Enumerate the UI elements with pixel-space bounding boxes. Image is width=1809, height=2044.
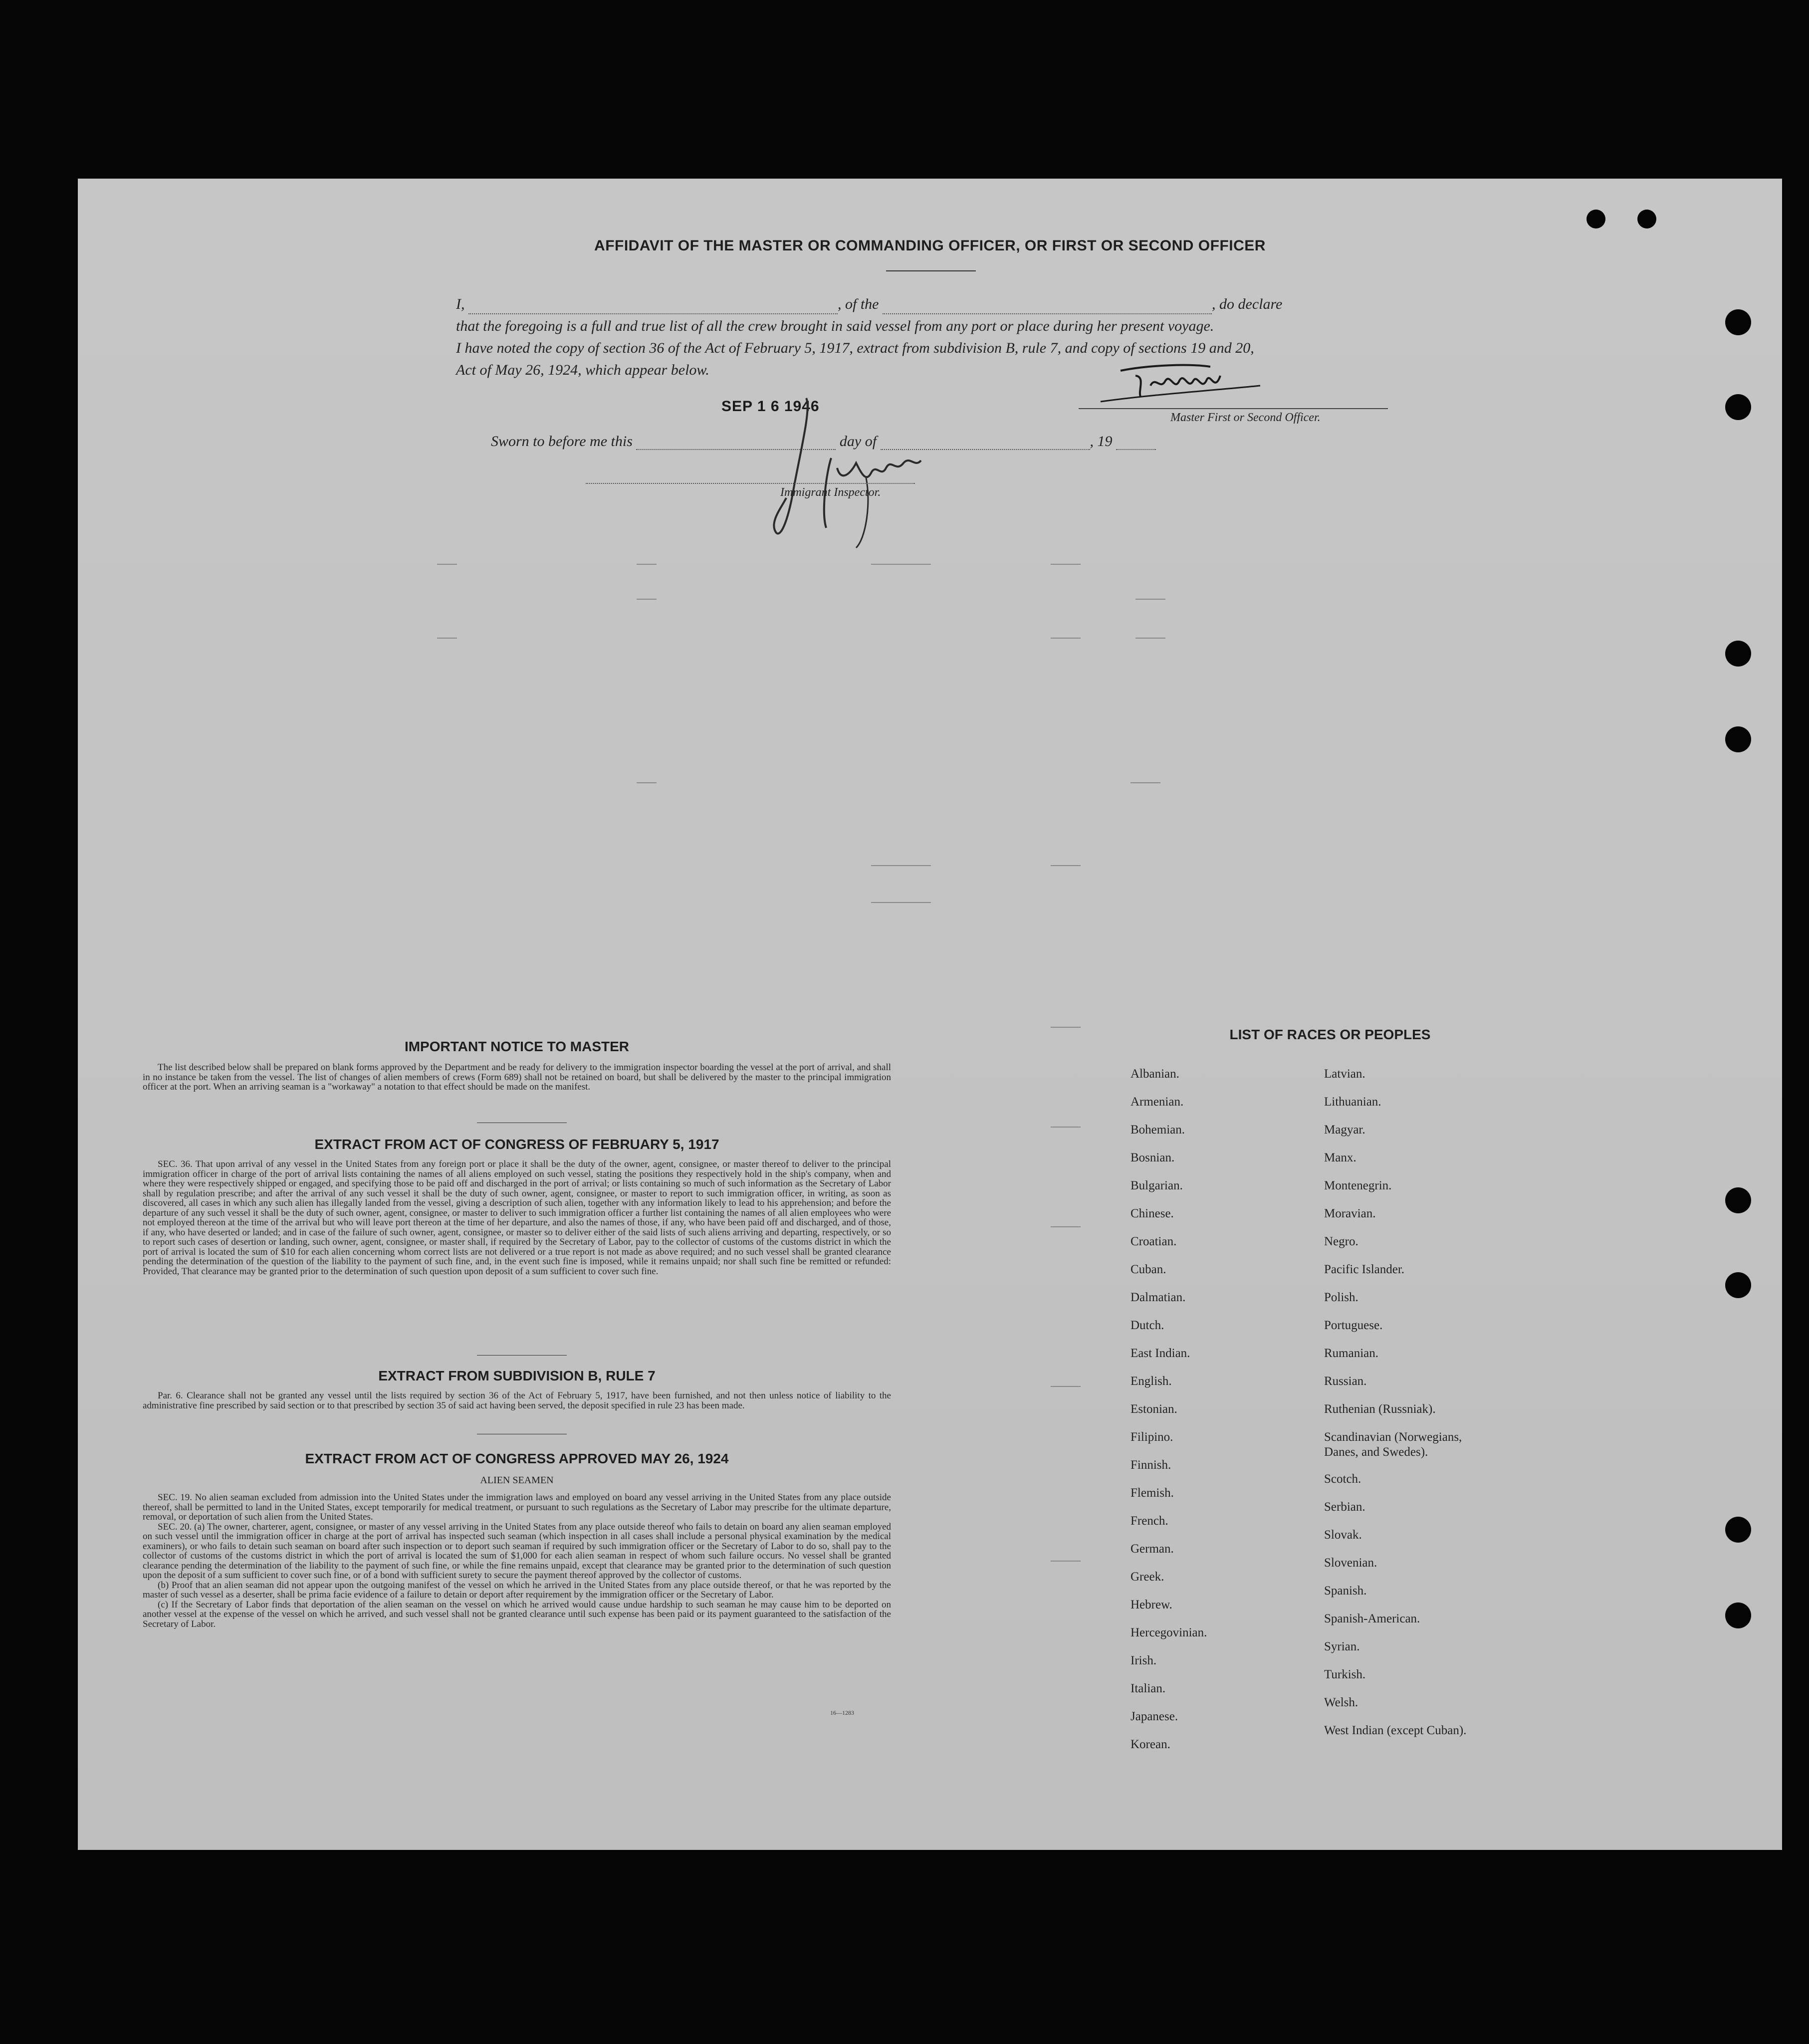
race-item: Estonian. [1131,1402,1177,1416]
races-title: LIST OF RACES OR PEOPLES [1229,1027,1431,1042]
punch-hole [1725,641,1751,667]
punch-hole [1725,309,1751,335]
affidavit-line-3: I have noted the copy of section 36 of the Act of February 5, 1917, extract from subdivision B, rule 7, and copy of sections 19 and 20, [456,340,1254,356]
punch-hole [1725,394,1751,420]
punch-hole [1725,1272,1751,1298]
race-item: Cuban. [1131,1263,1166,1276]
race-item: Manx. [1324,1151,1357,1164]
sworn-label: Sworn to before me this [491,433,633,450]
race-item: Lithuanian. [1324,1095,1381,1109]
vessel-blank [883,300,1212,314]
punch-hole [1637,210,1656,228]
extract-1924-title: EXTRACT FROM ACT OF CONGRESS APPROVED MAY 26, 1924 [305,1451,729,1466]
ghost-mark [1051,1226,1081,1227]
inspector-caption: Immigrant Inspector. [780,486,881,499]
race-item: Bulgarian. [1131,1179,1183,1192]
race-item: Bohemian. [1131,1123,1185,1136]
race-item: Russian. [1324,1374,1367,1388]
rule7-title: EXTRACT FROM SUBDIVISION B, RULE 7 [378,1368,656,1383]
ghost-mark [437,638,457,639]
punch-hole [1725,1602,1751,1628]
punch-hole [1725,726,1751,752]
day-of-label: day of [839,433,877,450]
ghost-mark [1051,865,1081,866]
race-item: Negro. [1324,1235,1358,1248]
affidavit-line-4: Act of May 26, 1924, which appear below. [456,362,709,378]
ghost-mark [1135,638,1165,639]
inspector-signature [706,388,966,553]
form-number: 16—1283 [830,1709,854,1716]
extract-1917-paragraph: SEC. 36. That upon arrival of any vessel in the United States from any foreign port or place it shall be the duty of the owner, agent, consignee, or master thereof to deliver to the principal immigration officer in charge of the port of arrival lists containing the names of all aliens employed on such vessel, stating the positions they respectively hold in the ship's company, when and where they were respectively shipped or engaged, and specifying those to be paid off and discharged in the port of arrival; or lists containing so much of such information as the Secretary of Labor shall by regulation prescribe; and after the arrival of any such vessel it shall be the duty of such owner, agent, consignee, or master to report to such immigration officer, in writing, as soon as discovered, all cases in which any such alien has illegally landed from the vessel, giving a description of such alien, together with any information likely to lead to his apprehension; and before the departure of any such vessel it shall be the duty of such owner, agent, consignee, or master to deliver to such immigration officer a further list containing the names of all alien employees who were not employed thereon at the time of the arrival but who will leave port thereon at the time of her departure, and also the names of those, if any, who have been paid off and discharged, and of those, if any, who have deserted or landed; and in case of the failure of such owner, agent, consignee, or master so to deliver either of the said lists of such aliens arriving and departing, respectively, or so to report such cases of desertion or landing, such owner, agent, consignee, or master shall, if required by the Secretary of Labor, pay to the collector of customs of the customs district in which the port of arrival is located the sum of $10 for each alien concerning whom correct lists are not delivered or a true report is not made as above required; and no such vessel shall be granted clearance pending the determination of the question of the liability to the payment of such fine, and, in the event such fine is imposed, while it remains unpaid; nor shall such fine be remitted or refunded: Provided, That clearance may be granted prior to the determination of such question upon deposit of a sum sufficient to cover such fine. [143,1159,891,1277]
race-item: Japanese. [1131,1710,1178,1723]
race-item: Flemish. [1131,1486,1174,1500]
race-item: Bosnian. [1131,1151,1175,1164]
ghost-mark [637,599,657,600]
race-item: Magyar. [1324,1123,1365,1136]
race-item: Finnish. [1131,1458,1171,1472]
punch-hole [1725,1187,1751,1213]
rule7-paragraph: Par. 6. Clearance shall not be granted any vessel until the lists required by section 36 of the Act of February 5, 1917, have been furnished, and not then unless notice of liability to the administrative fine prescribed by said section or to that prescribed by section 35 of said act having been served, the deposit specified in rule 23 has been made. [143,1390,891,1411]
race-item: Dutch. [1131,1319,1164,1332]
year-label: , 19 [1090,433,1113,450]
race-item: Welsh. [1324,1696,1358,1709]
master-signature-line [1079,408,1388,409]
race-item: Slovak. [1324,1528,1362,1542]
race-item: West Indian (except Cuban). [1324,1724,1467,1737]
race-item: Greek. [1131,1570,1164,1584]
race-item: Scotch. [1324,1472,1361,1486]
race-item: Serbian. [1324,1500,1365,1514]
sec-20a-paragraph: SEC. 20. (a) The owner, charterer, agent, consignee, or master of any vessel arriving in the United States from any place outside thereof who fails to detain on board any alien seaman employed on such vessel until the immigration officer in charge at the port of arrival has inspected such seaman (which inspection in all cases shall include a personal physical examination by the medical examiners), or who fails to detain such seaman on board after such inspection or to deport such seaman if required by such immigration officer or the Secretary of Labor to do so, shall pay to the collector of customs of the customs district in which the port of arrival is located the sum of $1,000 for each alien seaman in respect of whom such failure occurs. No vessel shall be granted clearance pending the determination of the liability to the payment of such fine, or while the fine remains unpaid, except that clearance may be granted prior to the determination of such question upon the deposit of a sum sufficient to cover such fine, or of a bond with sufficient surety to secure the payment thereof approved by the collector of customs. [143,1521,891,1581]
master-caption: Master First or Second Officer. [1170,411,1321,424]
race-item: Polish. [1324,1291,1358,1304]
ghost-mark [637,782,657,783]
affidavit-title: AFFIDAVIT OF THE MASTER OR COMMANDING OFFICER, OR FIRST OR SECOND OFFICER [594,237,1266,254]
race-item: English. [1131,1374,1172,1388]
title-divider [886,270,976,271]
inspector-signature-line [586,483,915,484]
race-item: Rumanian. [1324,1347,1379,1360]
ghost-mark [1051,638,1081,639]
race-item: Korean. [1131,1738,1170,1751]
punch-hole [1586,210,1605,228]
race-item: Montenegrin. [1324,1179,1392,1192]
race-item: Syrian. [1324,1640,1360,1653]
races-right-column [1324,1067,1583,1751]
race-item: German. [1131,1542,1174,1556]
race-item: Italian. [1131,1682,1166,1695]
race-item: Albanian. [1131,1067,1179,1081]
ghost-mark [637,564,657,565]
affidavit-of-the: , of the [838,296,879,312]
ghost-mark [1051,564,1081,565]
race-item: Turkish. [1324,1668,1366,1681]
notice-text [143,1063,891,1092]
sec-19-paragraph: SEC. 19. No alien seaman excluded from admission into the United States under the immigration laws and employed on board any vessel arriving in the United States from any place outside thereof, shall be permitted to land in the United States, except temporarily for medical treatment, or pursuant to such regulations as the Secretary of Labor may prescribe for the ultimate departure, removal, or deportation of such alien from the United States. [143,1492,891,1522]
affidavit-i: I, [456,296,465,312]
race-item: Dalmatian. [1131,1291,1186,1304]
punch-hole [1725,1517,1751,1543]
affidavit-declare: , do declare [1212,296,1283,312]
ghost-mark [1135,599,1165,600]
race-item: Moravian. [1324,1207,1376,1220]
race-item: East Indian. [1131,1347,1190,1360]
race-item: Hebrew. [1131,1598,1172,1611]
race-item: Hercegovinian. [1131,1626,1207,1639]
extract-1924-text [143,1493,891,1629]
race-item: Slovenian. [1324,1556,1377,1570]
races-left-column [1131,1067,1320,1765]
race-item: Filipino. [1131,1430,1173,1444]
race-item: Irish. [1131,1654,1157,1667]
ghost-mark [1051,1127,1081,1128]
race-item: Pacific Islander. [1324,1263,1405,1276]
ghost-mark [1051,1561,1081,1562]
affidavit-line-2: that the foregoing is a full and true list of all the crew brought in said vessel from any port or place during her present voyage. [456,318,1214,334]
sec-20b-paragraph: (b) Proof that an alien seaman did not appear upon the outgoing manifest of the vessel on which he arrived in the United States from any place outside thereof, or that he was reported by the master of such vessel as a deserter, shall be prima facie evidence of a failure to detain or deport after requirement by the immigration officer or the Secretary of Labor. [143,1580,891,1600]
affidavit-line-1 [456,294,1484,314]
ghost-mark [871,902,931,903]
sec-20c-paragraph: (c) If the Secretary of Labor finds that deportation of the alien seaman on the vessel on which he arrived would cause undue hardship to such seaman he may cause him to be deported on another vessel at the expense of the vessel on which he arrived, and such vessel shall not be granted clearance until such expense has been paid or its payment guaranteed to the satisfaction of the Secretary of Labor. [143,1599,891,1629]
rule7-text [143,1391,891,1410]
ghost-mark [1131,782,1160,783]
year-blank [1116,437,1156,450]
ghost-mark [437,564,457,565]
ghost-mark [871,564,931,565]
name-blank [468,300,838,314]
race-item: Portuguese. [1324,1319,1383,1332]
race-item: French. [1131,1514,1168,1528]
race-item: Croatian. [1131,1235,1177,1248]
race-item: Scandinavian (Norwegians, Danes, and Swedes). [1324,1430,1462,1459]
race-item: Ruthenian (Russniak). [1324,1402,1436,1416]
notice-paragraph: The list described below shall be prepared on blank forms approved by the Department and be ready for delivery to the immigration inspector boarding the vessel at the port of arrival, and shall in no instance be taken from the vessel. The list of changes of alien members of crews (Form 689) shall not be retained on board, but shall be delivered by the master to the principal immigration officer at the port. When an arriving seaman is a "workaway" a notation to that effect should be made on the manifest. [143,1062,891,1092]
ghost-mark [1051,1027,1081,1028]
notice-title: IMPORTANT NOTICE TO MASTER [404,1039,630,1054]
extract-1917-text [143,1159,891,1276]
race-item: Spanish. [1324,1584,1367,1597]
race-item: Latvian. [1324,1067,1365,1081]
alien-seamen-subtitle: ALIEN SEAMEN [480,1475,554,1486]
master-signature [1091,356,1370,406]
document-page [78,179,1782,1850]
race-item: Chinese. [1131,1207,1174,1220]
ghost-mark [871,865,931,866]
extract-1917-divider [477,1355,567,1356]
race-item: Spanish-American. [1324,1612,1420,1625]
race-item: Armenian. [1131,1095,1184,1109]
extract-1917-title: EXTRACT FROM ACT OF CONGRESS OF FEBRUARY 5, 1917 [314,1136,719,1152]
ghost-mark [1051,1386,1081,1387]
date-stamp: SEP 1 6 1946 [721,398,820,415]
